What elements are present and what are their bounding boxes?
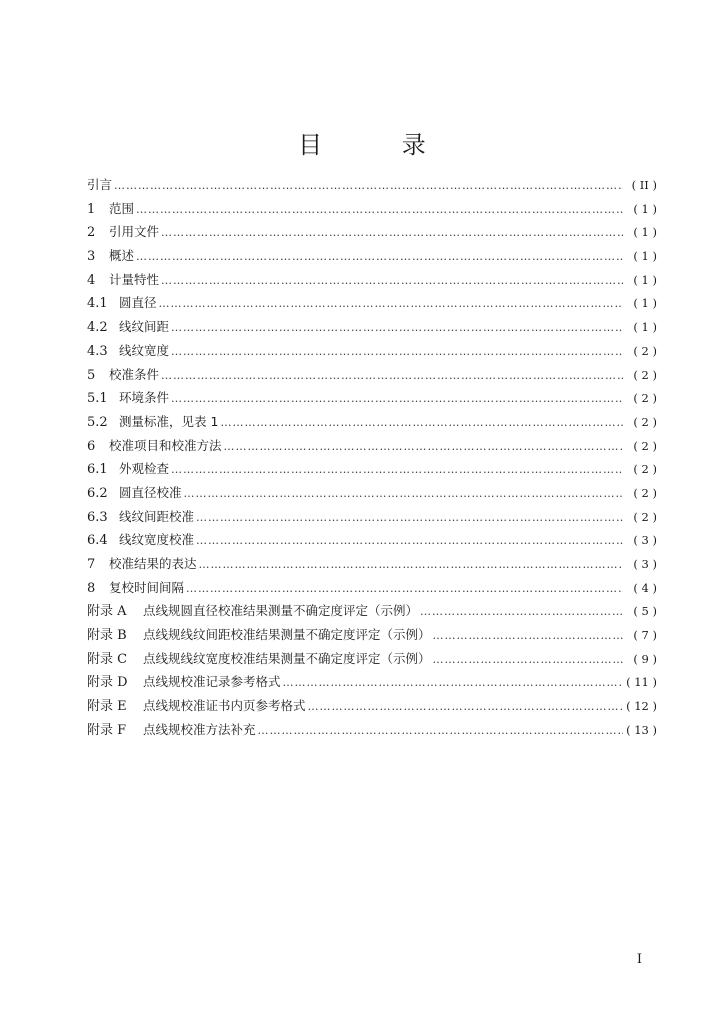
toc-entry-label: 引言 (87, 177, 113, 192)
dot-leader (199, 553, 623, 577)
toc-entry-2[interactable] (87, 220, 657, 244)
toc-entry-page: ( 1 ) (633, 225, 657, 240)
toc-entry-number: 4.2 (87, 320, 108, 336)
toc-entry-page: ( 3 ) (633, 557, 657, 571)
toc-entry-1[interactable] (87, 197, 657, 221)
toc-entry-number: 附录 D (87, 675, 128, 691)
toc-entry-number: 7 (87, 557, 96, 572)
dot-leader (220, 411, 623, 435)
toc-entry-5[interactable] (87, 363, 657, 387)
toc-entry-5-2[interactable] (87, 410, 657, 434)
dot-leader (224, 435, 623, 459)
toc-entry-number: 3 (87, 249, 96, 265)
dot-leader (171, 387, 623, 411)
toc-entry-number: 6.1 (87, 462, 108, 478)
dot-leader (184, 482, 623, 506)
toc-entry-page: ( 2 ) (633, 485, 657, 500)
toc-entry-label: 校准结果的表达 (109, 556, 197, 571)
toc-entry-number: 5 (87, 367, 96, 383)
toc-entry-label: 点线规圆直径校准结果测量不确定度评定（示例） (143, 603, 419, 619)
toc-entry-label: 圆直径校准 (119, 484, 182, 500)
toc-title: 目 录 (298, 131, 462, 159)
toc-entry-label: 引用文件 (109, 224, 160, 240)
toc-entry-label: 测量标准，见表 1 (119, 413, 219, 429)
toc-entry-appendix-f[interactable] (87, 718, 657, 742)
toc-entry-page: ( 11 ) (626, 675, 657, 690)
toc-entry-page: ( 2 ) (633, 367, 657, 382)
toc-entry-page: ( 4 ) (633, 580, 657, 595)
toc-entry-page: ( 1 ) (633, 249, 657, 264)
dot-leader (171, 340, 623, 364)
toc-entry-4-3[interactable] (87, 339, 657, 363)
toc-entry-3[interactable] (87, 244, 657, 268)
dot-leader (161, 269, 623, 293)
dot-leader (196, 506, 623, 530)
toc-entry-label: 点线规校准记录参考格式 (143, 674, 281, 690)
toc-entry-page: ( 2 ) (633, 462, 657, 477)
toc-entry-page: ( 2 ) (633, 391, 657, 406)
toc-entry-6-1[interactable] (87, 457, 657, 481)
dot-leader (433, 624, 623, 648)
toc-entry-number: 8 (87, 580, 96, 596)
toc-entry-label: 计量特性 (109, 271, 160, 287)
dot-leader (283, 671, 623, 695)
toc-entry-label: 复校时间间隔 (109, 579, 185, 595)
toc-entry-label: 概述 (109, 248, 135, 264)
toc-entry-page: ( 7 ) (633, 628, 657, 643)
page-number: I (636, 952, 642, 967)
toc-entry-label: 校准条件 (109, 366, 160, 382)
toc-entry-6-3[interactable] (87, 505, 657, 529)
toc-entry-label: 线纹宽度 (119, 342, 170, 358)
toc-entry-5-1[interactable] (87, 386, 657, 410)
dot-leader (136, 198, 623, 222)
toc-entry-label: 点线规线纹间距校准结果测量不确定度评定（示例） (143, 627, 431, 643)
toc-entry-label: 环境条件 (119, 390, 170, 406)
toc-entry-label: 外观检查 (119, 461, 170, 477)
dot-leader (136, 245, 623, 269)
toc-entry-6-2[interactable] (87, 481, 657, 505)
dot-leader (171, 458, 623, 482)
toc-entry-number: 4 (87, 272, 96, 288)
dot-leader (433, 648, 623, 672)
toc-entry-number: 2 (87, 225, 96, 241)
dot-leader (161, 364, 623, 388)
toc-entry-page: ( 1 ) (633, 320, 657, 335)
toc-entry-number: 5.2 (87, 414, 108, 430)
toc-entry-number: 6 (87, 438, 96, 454)
toc-entry-appendix-b[interactable] (87, 623, 657, 647)
toc-entry-page: ( 2 ) (633, 438, 657, 453)
toc-entry-label: 校准项目和校准方法 (109, 437, 222, 453)
toc-entry-4-2[interactable] (87, 315, 657, 339)
dot-leader (161, 221, 623, 245)
toc-entry-page: ( 3 ) (633, 533, 657, 548)
toc-entry-number: 附录 F (87, 722, 127, 738)
toc-entry-4[interactable] (87, 268, 657, 292)
toc-entry-number: 6.2 (87, 485, 108, 501)
toc-entry-label: 线纹间距校准 (119, 508, 195, 524)
toc-entry-page: ( 1 ) (633, 201, 657, 216)
toc-entry-label: 点线规校准方法补充 (143, 721, 256, 737)
toc-entry-4-1[interactable] (87, 291, 657, 315)
toc-entry-label: 圆直径 (119, 295, 157, 311)
dot-leader (420, 600, 623, 624)
toc-entry-page: ( 1 ) (633, 272, 657, 287)
toc-entry-label: 点线规线纹宽度校准结果测量不确定度评定（示例） (143, 650, 431, 666)
toc-entry-page: ( 2 ) (633, 414, 657, 429)
toc-entry-number: 附录 E (87, 699, 127, 715)
toc-entry-label: 线纹宽度校准 (119, 532, 195, 548)
dot-leader (186, 577, 623, 601)
dot-leader (114, 174, 623, 198)
table-of-contents (87, 173, 657, 742)
toc-entry-page: ( II ) (631, 178, 657, 192)
toc-entry-6-4[interactable] (87, 528, 657, 552)
toc-entry-page: ( 2 ) (633, 343, 657, 358)
toc-entry-appendix-c[interactable] (87, 647, 657, 671)
toc-entry-6[interactable] (87, 434, 657, 458)
dot-leader (258, 719, 623, 743)
toc-entry-label: 线纹间距 (119, 319, 170, 335)
toc-entry-number: 6.4 (87, 533, 108, 549)
toc-entry-intro[interactable] (87, 173, 657, 197)
toc-entry-7[interactable] (87, 552, 657, 576)
toc-entry-number: 4.1 (87, 296, 108, 312)
toc-entry-number: 附录 A (87, 604, 127, 620)
toc-entry-number: 5.1 (87, 391, 108, 407)
dot-leader (196, 529, 623, 553)
dot-leader (171, 316, 623, 340)
toc-entry-page: ( 13 ) (626, 722, 657, 737)
toc-entry-number: 1 (87, 201, 96, 217)
dot-leader (308, 695, 623, 719)
toc-entry-number: 附录 B (87, 628, 127, 644)
toc-entry-8[interactable] (87, 576, 657, 600)
toc-entry-page: ( 2 ) (633, 509, 657, 524)
dot-leader (159, 292, 623, 316)
toc-entry-label: 范围 (109, 200, 135, 216)
toc-entry-appendix-d[interactable] (87, 670, 657, 694)
toc-entry-page: ( 9 ) (633, 651, 657, 666)
toc-entry-page: ( 1 ) (633, 296, 657, 311)
toc-entry-number: 4.3 (87, 343, 108, 359)
toc-entry-appendix-e[interactable] (87, 694, 657, 718)
toc-entry-number: 6.3 (87, 509, 108, 525)
toc-entry-number: 附录 C (87, 651, 128, 667)
toc-entry-page: ( 12 ) (626, 699, 657, 714)
toc-entry-label: 点线规校准证书内页参考格式 (143, 698, 306, 714)
toc-entry-appendix-a[interactable] (87, 599, 657, 623)
toc-entry-page: ( 5 ) (633, 604, 657, 619)
